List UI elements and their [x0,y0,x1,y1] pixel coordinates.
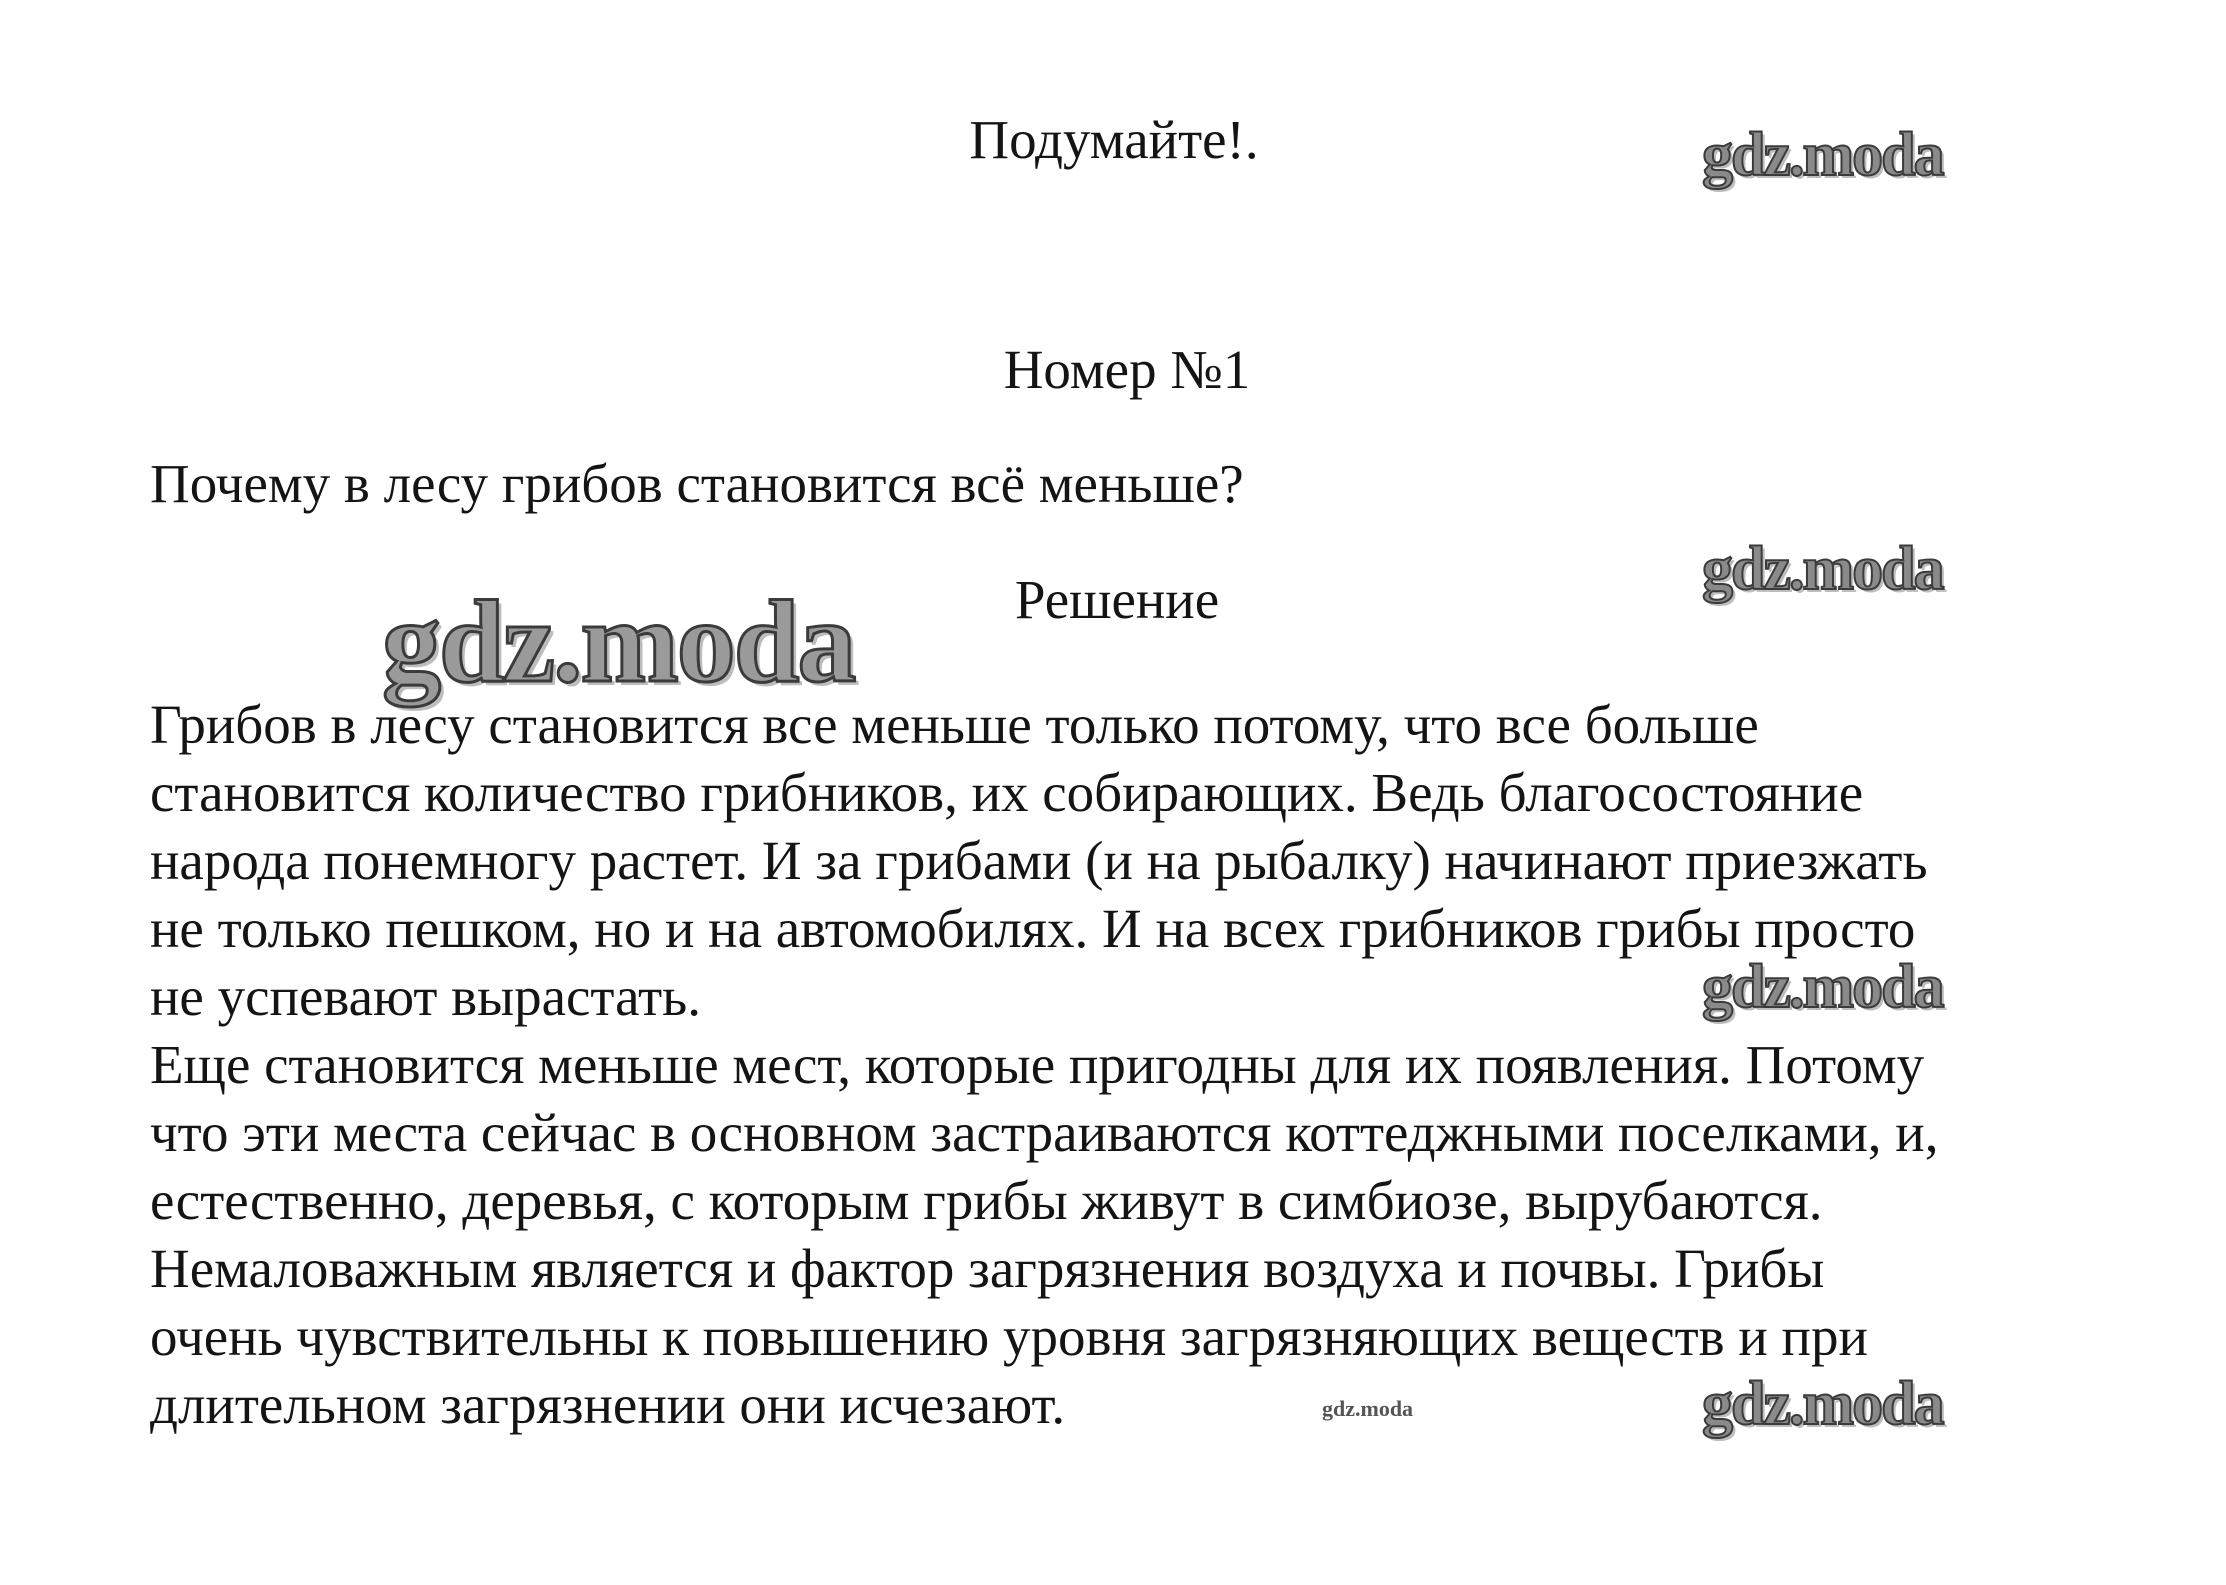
watermark-logo: gdz.moda [1702,535,1943,603]
answer-line: не успевают вырастать. [150,966,701,1027]
exercise-number-title: Номер №1 [1003,339,1251,400]
answer-line: длительном загрязнении они исчезают. [150,1374,1066,1435]
answer-line: Еще становится меньше мест, которые пригодны для их появления. Потому [150,1034,1925,1095]
watermark-logo: gdz.moda [382,576,855,707]
section-title: Подумайте!. [969,109,1259,170]
answer-line: не только пешком, но и на автомобилях. И на всех грибников грибы просто [150,898,1916,959]
watermark-logo: gdz.moda [1702,1370,1943,1438]
answer-line: очень чувствительны к повышению уровня загрязняющих веществ и при [150,1306,1868,1367]
watermark-logo: gdz.moda [1322,1396,1414,1421]
answer-line: естественно, деревья, с которым грибы живут в симбиозе, вырубаются. [150,1170,1823,1231]
answer-line: Немаловажным является и фактор загрязнения воздуха и почвы. Грибы [150,1238,1825,1299]
answer-line: что эти места сейчас в основном застраиваются коттеджными поселками, и, [150,1102,1939,1163]
answer-line: становится количество грибников, их собирающих. Ведь благосостояние [150,762,1864,823]
watermark-logo: gdz.moda [1702,121,1943,189]
solution-label: Решение [1014,569,1220,630]
question-text: Почему в лесу грибов становится всё меньше? [150,453,1244,514]
watermark-logo: gdz.moda [1702,953,1943,1021]
answer-line: народа понемногу растет. И за грибами (и на рыбалку) начинают приезжать [150,830,1928,891]
answer-line: Грибов в лесу становится все меньше только потому, что все больше [150,694,1759,755]
answer-text [150,691,2140,1439]
